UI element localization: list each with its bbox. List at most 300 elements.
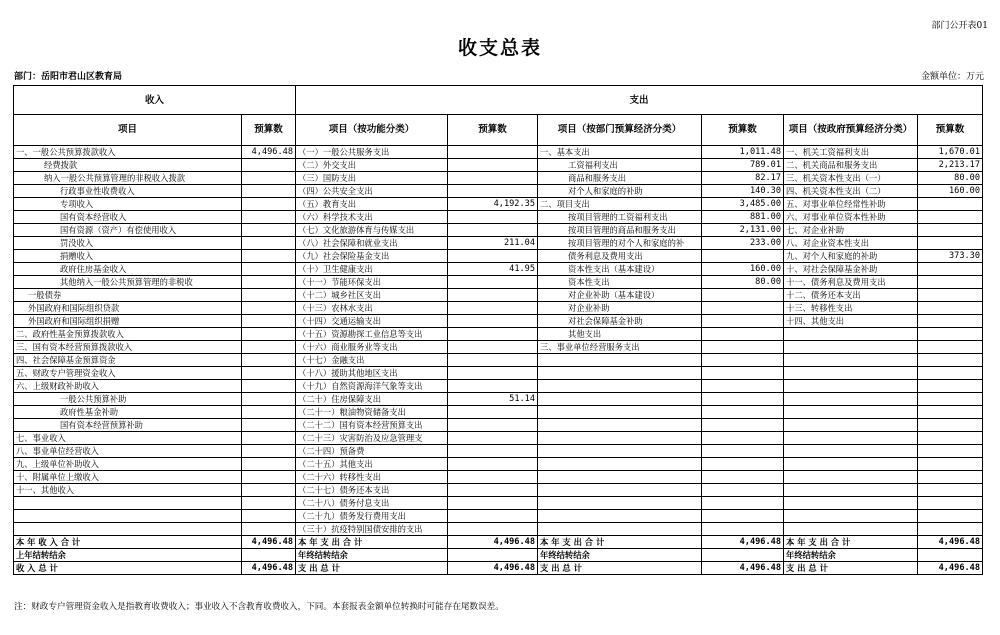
total-gov-value: 4,496.48: [918, 536, 983, 549]
func-item: （六）科学技术支出: [296, 211, 448, 224]
income-item: 政府住房基金收入: [14, 263, 242, 276]
income-budget: [242, 315, 296, 328]
income-budget: [242, 419, 296, 432]
econ-budget: [702, 341, 784, 354]
income-budget: [242, 458, 296, 471]
budget-summary-table: [13, 85, 983, 575]
econ-budget: 80.00: [702, 276, 784, 289]
gov-budget: [918, 419, 983, 432]
income-item: 二、政府性基金预算拨款收入: [14, 328, 242, 341]
gov-item: 六、对事业单位资本性补助: [784, 211, 918, 224]
gov-item: 一、机关工资福利支出: [784, 146, 918, 159]
func-item: （四）公共安全支出: [296, 185, 448, 198]
econ-budget: 140.30: [702, 185, 784, 198]
income-budget: [242, 341, 296, 354]
total-row: [14, 536, 983, 549]
income-budget: [242, 159, 296, 172]
gov-budget: 160.00: [918, 185, 983, 198]
gov-budget: [918, 328, 983, 341]
gov-item: [784, 367, 918, 380]
income-item: [14, 523, 242, 536]
gov-budget: 1,670.01: [918, 146, 983, 159]
func-budget: [448, 523, 538, 536]
func-item: （二十四）预备费: [296, 445, 448, 458]
gov-budget: 2,213.17: [918, 159, 983, 172]
total-econ-label: 本 年 支 出 合 计: [538, 536, 702, 549]
table-row: [14, 406, 983, 419]
econ-budget: [702, 510, 784, 523]
income-item: 八、事业单位经营收入: [14, 445, 242, 458]
gov-budget: [918, 198, 983, 211]
total-income-value: 4,496.48: [242, 536, 296, 549]
func-item: （十三）农林水支出: [296, 302, 448, 315]
econ-budget: 160.00: [702, 263, 784, 276]
func-budget: [448, 159, 538, 172]
total-gov-value: 4,496.48: [918, 562, 983, 575]
income-item: 一、一般公共预算拨款收入: [14, 146, 242, 159]
col-econ-item: 项目（按部门预算经济分类）: [538, 115, 702, 146]
income-budget: [242, 445, 296, 458]
econ-item: [538, 380, 702, 393]
econ-budget: [702, 354, 784, 367]
gov-item: [784, 523, 918, 536]
econ-budget: [702, 445, 784, 458]
gov-budget: 80.00: [918, 172, 983, 185]
total-row: [14, 549, 983, 562]
form-code: 部门公开表01: [931, 21, 988, 31]
econ-item: 资本性支出: [538, 276, 702, 289]
econ-budget: [702, 497, 784, 510]
income-budget: [242, 185, 296, 198]
total-econ-label: 年终结转结余: [538, 549, 702, 562]
income-group-header: 收入: [14, 86, 296, 115]
gov-item: [784, 484, 918, 497]
table-row: [14, 367, 983, 380]
income-budget: [242, 224, 296, 237]
econ-budget: [702, 328, 784, 341]
footnote: 注：财政专户管理资金收入是指教育收费收入；事业收入不含教育收费收入，下同。本套报表金额单位转换时可能存在尾数误差。: [14, 602, 504, 612]
total-econ-value: 4,496.48: [702, 562, 784, 575]
gov-budget: [918, 211, 983, 224]
econ-item: 其他支出: [538, 328, 702, 341]
income-item: 外国政府和国际组织捐赠: [14, 315, 242, 328]
func-item: （二十九）债务发行费用支出: [296, 510, 448, 523]
func-budget: [448, 471, 538, 484]
total-func-label: 本 年 支 出 合 计: [296, 536, 448, 549]
income-budget: [242, 367, 296, 380]
total-func-label: 年终结转结余: [296, 549, 448, 562]
econ-item: [538, 354, 702, 367]
func-budget: [448, 302, 538, 315]
col-gov-budget: 预算数: [918, 115, 983, 146]
econ-item: 商品和服务支出: [538, 172, 702, 185]
gov-item: 七、对企业补助: [784, 224, 918, 237]
gov-item: [784, 432, 918, 445]
econ-item: 资本性支出（基本建设）: [538, 263, 702, 276]
table-row: [14, 432, 983, 445]
func-item: （三）国防支出: [296, 172, 448, 185]
gov-item: [784, 328, 918, 341]
income-budget: [242, 510, 296, 523]
income-item: 九、上级单位补助收入: [14, 458, 242, 471]
table-body: [14, 146, 983, 536]
income-budget: [242, 263, 296, 276]
total-income-value: 4,496.48: [242, 562, 296, 575]
econ-item: 对企业补助（基本建设）: [538, 289, 702, 302]
gov-budget: [918, 432, 983, 445]
income-budget: [242, 497, 296, 510]
econ-item: 一、基本支出: [538, 146, 702, 159]
total-gov-value: [918, 549, 983, 562]
func-item: （三十）抗疫特别国债安排的支出: [296, 523, 448, 536]
func-item: （二十二）国有资本经营预算支出: [296, 419, 448, 432]
econ-item: 按项目管理的商品和服务支出: [538, 224, 702, 237]
income-item: 六、上级财政补助收入: [14, 380, 242, 393]
func-budget: [448, 510, 538, 523]
gov-item: 五、对事业单位经常性补助: [784, 198, 918, 211]
expense-group-header: 支出: [296, 86, 983, 115]
func-budget: [448, 419, 538, 432]
col-income-item: 项目: [14, 115, 242, 146]
gov-budget: [918, 458, 983, 471]
func-item: （十七）金融支出: [296, 354, 448, 367]
gov-budget: [918, 380, 983, 393]
econ-item: 按项目管理的工资福利支出: [538, 211, 702, 224]
econ-budget: [702, 250, 784, 263]
table-row: [14, 471, 983, 484]
econ-budget: 881.00: [702, 211, 784, 224]
func-budget: [448, 367, 538, 380]
income-item: 罚没收入: [14, 237, 242, 250]
econ-item: [538, 445, 702, 458]
table-footer: [14, 536, 983, 575]
func-budget: [448, 341, 538, 354]
econ-item: [538, 523, 702, 536]
func-item: （十八）援助其他地区支出: [296, 367, 448, 380]
func-budget: [448, 185, 538, 198]
func-item: （二十三）灾害防治及应急管理支: [296, 432, 448, 445]
total-gov-label: 本 年 支 出 合 计: [784, 536, 918, 549]
total-econ-value: 4,496.48: [702, 536, 784, 549]
total-func-value: 4,496.48: [448, 536, 538, 549]
econ-budget: 3,485.00: [702, 198, 784, 211]
econ-item: [538, 471, 702, 484]
total-econ-label: 支 出 总 计: [538, 562, 702, 575]
income-budget: [242, 484, 296, 497]
income-item: 七、事业收入: [14, 432, 242, 445]
func-item: （七）文化旅游体育与传媒支出: [296, 224, 448, 237]
income-budget: [242, 432, 296, 445]
table-row: [14, 393, 983, 406]
table-row: [14, 146, 983, 159]
gov-budget: [918, 510, 983, 523]
econ-budget: [702, 380, 784, 393]
table-row: [14, 211, 983, 224]
func-budget: 51.14: [448, 393, 538, 406]
table-row: [14, 510, 983, 523]
econ-budget: 789.01: [702, 159, 784, 172]
table-row: [14, 159, 983, 172]
table-row: [14, 237, 983, 250]
table-row: [14, 263, 983, 276]
func-item: （八）社会保障和就业支出: [296, 237, 448, 250]
unit-label: 金额单位：万元: [920, 72, 984, 82]
table-row: [14, 172, 983, 185]
func-budget: [448, 328, 538, 341]
econ-item: [538, 367, 702, 380]
income-item: [14, 497, 242, 510]
gov-budget: 373.30: [918, 250, 983, 263]
econ-budget: 82.17: [702, 172, 784, 185]
func-budget: [448, 445, 538, 458]
gov-item: 四、机关资本性支出（二）: [784, 185, 918, 198]
econ-budget: [702, 302, 784, 315]
func-item: （十四）交通运输支出: [296, 315, 448, 328]
table-row: [14, 328, 983, 341]
gov-budget: [918, 484, 983, 497]
col-income-budget: 预算数: [242, 115, 296, 146]
func-budget: 41.95: [448, 263, 538, 276]
func-budget: [448, 354, 538, 367]
table-row: [14, 380, 983, 393]
func-budget: [448, 315, 538, 328]
total-income-label: 收 入 总 计: [14, 562, 242, 575]
func-item: （二十六）转移性支出: [296, 471, 448, 484]
total-income-label: 上年结转结余: [14, 549, 242, 562]
econ-item: 债务利息及费用支出: [538, 250, 702, 263]
econ-item: [538, 432, 702, 445]
gov-budget: [918, 341, 983, 354]
total-func-label: 支 出 总 计: [296, 562, 448, 575]
col-func-item: 项目（按功能分类）: [296, 115, 448, 146]
income-item: [14, 510, 242, 523]
func-item: （二十五）其他支出: [296, 458, 448, 471]
income-item: 国有资源（资产）有偿使用收入: [14, 224, 242, 237]
gov-budget: [918, 237, 983, 250]
income-budget: [242, 237, 296, 250]
func-budget: [448, 211, 538, 224]
econ-item: [538, 419, 702, 432]
income-item: 一般债券: [14, 289, 242, 302]
gov-budget: [918, 393, 983, 406]
econ-item: 对企业补助: [538, 302, 702, 315]
department-label: 部门：岳阳市君山区教育局: [14, 72, 123, 82]
gov-item: 十一、债务利息及费用支出: [784, 276, 918, 289]
gov-item: 十、对社会保障基金补助: [784, 263, 918, 276]
table-row: [14, 341, 983, 354]
page-title: 收支总表: [457, 37, 542, 59]
econ-budget: 2,131.00: [702, 224, 784, 237]
income-budget: [242, 198, 296, 211]
func-item: （二）外交支出: [296, 159, 448, 172]
func-budget: 4,192.35: [448, 198, 538, 211]
total-econ-value: [702, 549, 784, 562]
table-row: [14, 445, 983, 458]
table-row: [14, 276, 983, 289]
table-row: [14, 198, 983, 211]
func-item: （十二）城乡社区支出: [296, 289, 448, 302]
income-budget: [242, 211, 296, 224]
income-item: 其他纳入一般公共预算管理的非税收: [14, 276, 242, 289]
gov-budget: [918, 302, 983, 315]
income-item: 国有资本经营收入: [14, 211, 242, 224]
econ-item: [538, 510, 702, 523]
econ-budget: [702, 393, 784, 406]
econ-budget: 1,011.48: [702, 146, 784, 159]
total-row: [14, 562, 983, 575]
income-item: 五、财政专户管理资金收入: [14, 367, 242, 380]
func-item: （一）一般公共服务支出: [296, 146, 448, 159]
income-item: 十、附属单位上缴收入: [14, 471, 242, 484]
income-budget: [242, 250, 296, 263]
table-row: [14, 354, 983, 367]
gov-item: [784, 445, 918, 458]
econ-budget: [702, 432, 784, 445]
econ-item: [538, 393, 702, 406]
income-budget: [242, 172, 296, 185]
func-item: （五）教育支出: [296, 198, 448, 211]
econ-budget: [702, 289, 784, 302]
econ-budget: [702, 419, 784, 432]
gov-item: [784, 510, 918, 523]
func-budget: [448, 432, 538, 445]
func-budget: [448, 146, 538, 159]
func-item: （十九）自然资源海洋气象等支出: [296, 380, 448, 393]
income-budget: [242, 406, 296, 419]
func-budget: [448, 458, 538, 471]
gov-item: 八、对企业资本性支出: [784, 237, 918, 250]
gov-item: [784, 393, 918, 406]
col-func-budget: 预算数: [448, 115, 538, 146]
econ-item: 对社会保障基金补助: [538, 315, 702, 328]
table-row: [14, 185, 983, 198]
func-budget: 211.04: [448, 237, 538, 250]
table-row: [14, 419, 983, 432]
gov-budget: [918, 224, 983, 237]
gov-item: [784, 380, 918, 393]
econ-item: 按项目管理的对个人和家庭的补: [538, 237, 702, 250]
income-item: 专项收入: [14, 198, 242, 211]
econ-budget: 233.00: [702, 237, 784, 250]
table-row: [14, 289, 983, 302]
gov-item: 二、机关商品和服务支出: [784, 159, 918, 172]
income-item: 四、社会保障基金预算资金: [14, 354, 242, 367]
total-gov-label: 支 出 总 计: [784, 562, 918, 575]
income-item: 纳入一般公共预算管理的非税收入拨款: [14, 172, 242, 185]
econ-item: 三、事业单位经营服务支出: [538, 341, 702, 354]
income-budget: [242, 471, 296, 484]
econ-budget: [702, 367, 784, 380]
income-item: 经费拨款: [14, 159, 242, 172]
func-item: （十五）资源勘探工业信息等支出: [296, 328, 448, 341]
gov-item: 十三、转移性支出: [784, 302, 918, 315]
income-budget: [242, 523, 296, 536]
income-item: 三、国有资本经营预算拨款收入: [14, 341, 242, 354]
income-budget: 4,496.48: [242, 146, 296, 159]
income-budget: [242, 393, 296, 406]
func-item: （十六）商业服务业等支出: [296, 341, 448, 354]
table-row: [14, 458, 983, 471]
econ-budget: [702, 471, 784, 484]
income-item: 国有资本经营预算补助: [14, 419, 242, 432]
func-item: （二十）住房保障支出: [296, 393, 448, 406]
gov-budget: [918, 445, 983, 458]
econ-item: [538, 406, 702, 419]
gov-item: 十四、其他支出: [784, 315, 918, 328]
func-item: （二十七）债务还本支出: [296, 484, 448, 497]
total-func-value: [448, 549, 538, 562]
col-econ-budget: 预算数: [702, 115, 784, 146]
gov-budget: [918, 523, 983, 536]
func-item: （十）卫生健康支出: [296, 263, 448, 276]
gov-budget: [918, 263, 983, 276]
gov-budget: [918, 315, 983, 328]
gov-budget: [918, 406, 983, 419]
func-budget: [448, 289, 538, 302]
table-row: [14, 523, 983, 536]
econ-item: 对个人和家庭的补助: [538, 185, 702, 198]
func-budget: [448, 172, 538, 185]
gov-budget: [918, 289, 983, 302]
income-item: 十一、其他收入: [14, 484, 242, 497]
total-func-value: 4,496.48: [448, 562, 538, 575]
total-income-label: 本 年 收 入 合 计: [14, 536, 242, 549]
func-budget: [448, 250, 538, 263]
income-budget: [242, 289, 296, 302]
econ-budget: [702, 315, 784, 328]
gov-item: [784, 458, 918, 471]
column-header-row: [14, 115, 983, 146]
gov-item: 十二、债务还本支出: [784, 289, 918, 302]
income-budget: [242, 354, 296, 367]
table-row: [14, 224, 983, 237]
income-item: 一般公共预算补助: [14, 393, 242, 406]
econ-item: 工资福利支出: [538, 159, 702, 172]
gov-item: 三、机关资本性支出（一）: [784, 172, 918, 185]
gov-item: [784, 497, 918, 510]
table-row: [14, 302, 983, 315]
gov-item: [784, 419, 918, 432]
gov-item: [784, 341, 918, 354]
group-header-row: [14, 86, 983, 115]
econ-budget: [702, 523, 784, 536]
gov-budget: [918, 367, 983, 380]
gov-item: [784, 406, 918, 419]
income-item: 外国政府和国际组织贷款: [14, 302, 242, 315]
table-row: [14, 484, 983, 497]
gov-item: [784, 471, 918, 484]
func-item: （九）社会保险基金支出: [296, 250, 448, 263]
econ-budget: [702, 406, 784, 419]
income-budget: [242, 302, 296, 315]
income-budget: [242, 276, 296, 289]
func-budget: [448, 406, 538, 419]
func-item: （二十八）债务付息支出: [296, 497, 448, 510]
col-gov-item: 项目（按政府预算经济分类）: [784, 115, 918, 146]
income-budget: [242, 328, 296, 341]
func-budget: [448, 380, 538, 393]
econ-item: [538, 458, 702, 471]
gov-budget: [918, 354, 983, 367]
econ-budget: [702, 484, 784, 497]
func-budget: [448, 497, 538, 510]
econ-budget: [702, 458, 784, 471]
total-income-value: [242, 549, 296, 562]
econ-item: 二、项目支出: [538, 198, 702, 211]
gov-budget: [918, 471, 983, 484]
gov-budget: [918, 276, 983, 289]
func-budget: [448, 484, 538, 497]
